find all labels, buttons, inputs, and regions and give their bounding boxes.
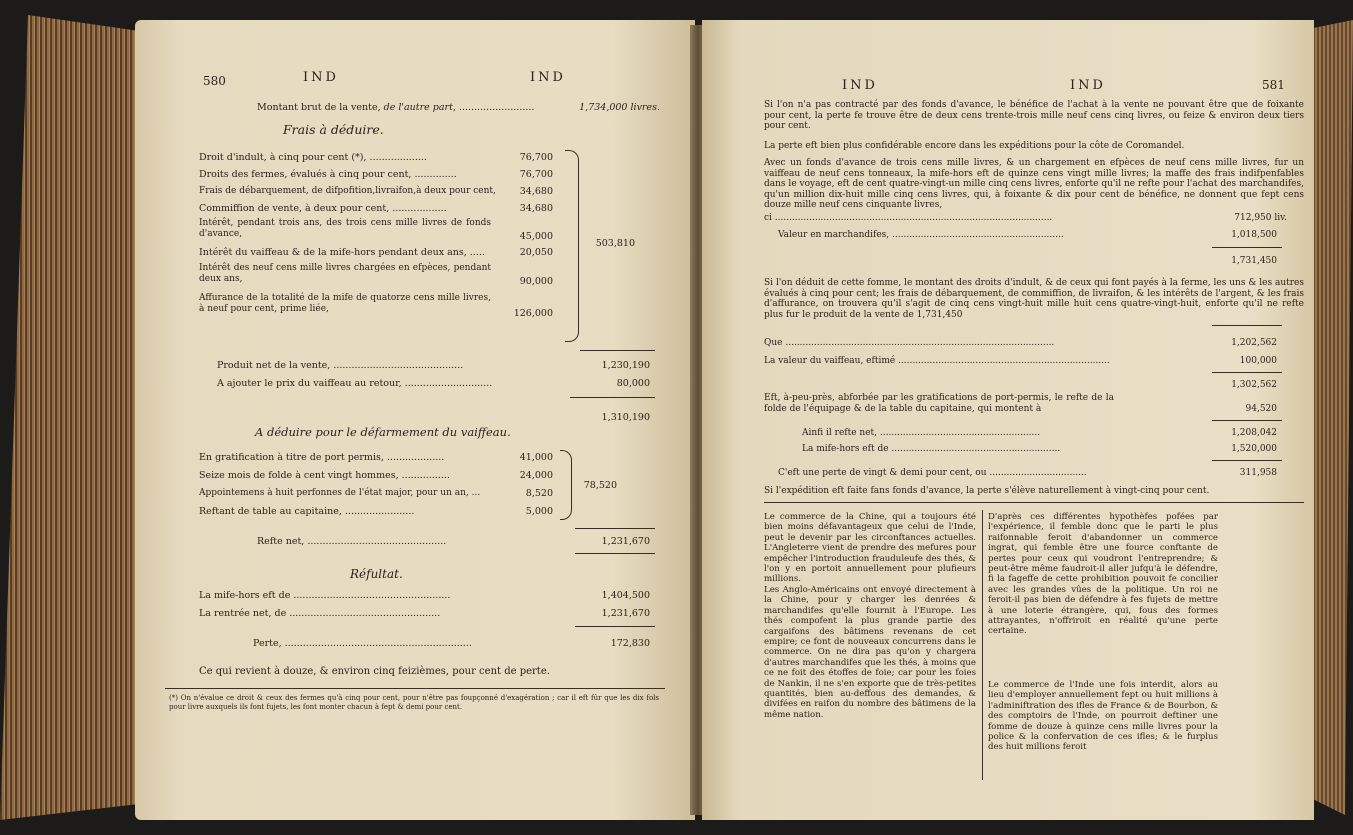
loss-value: 172,830 [610,638,650,649]
goods-total: 1,731,450 [1231,256,1277,266]
rest-label: Refte net, .............................................. [257,536,447,547]
list-item: Frais de débarquement, de difpofition,livraifon,à deux pour cent, [199,186,496,196]
result-item: La mife-hors eft de .................................................... [199,590,451,601]
list-item: Commiffion de vente, à deux pour cent, .................. [199,203,447,214]
result-title: Réfultat. [350,567,403,581]
loss-label: Perte, .............................................................. [253,638,472,649]
list-item: Intérêt des neuf cens mille livres chargées en efpèces, pendant deux ans, [199,263,491,284]
rule [1212,247,1282,248]
right-page [702,20,1314,820]
list-item-value: 76,700 [519,169,553,180]
list-item: Seize mois de folde à cent vingt hommes, ................ [199,470,450,481]
paragraph: D'après ces différentes hypothèfes pofées par l'expérience, il femble donc que le parti le plus raifonnable feroit d'abandonner un commerce ingrat, qui femble être une fource conftante de pertes pour ceux qui voudront l'entreprendre; & peut-être même faudroit-il aller jufqu'à le défendre, fi la fageffe de cette prohibition pouvoit fe concilier avec les grandes vûes de la politique. Un roi ne feroit-il pas bien de défendre à fes fujets de mettre à une loterie étrangère, qui, fous des formes attrayantes, n'offriroit en réalité qu'une perte certaine. [988,512,1218,637]
page-edges-right [1313,20,1353,815]
mise-hors-value: 1,520,000 [1231,444,1277,454]
gross-value: 1,734,000 livres. [579,102,660,113]
paragraph: Avec un fonds d'avance de trois cens mille livres, & un chargement en efpèces de neuf cens mille livres, fur un vaiffeau de neuf cens tonneaux, la mife-hors eft de quinze cens vingt mille livres; la maffe des frais indifpenfables dans le voyage, eft de cent quatre-vingt-un mille cinq cens livres, enforte qu'il ne refte pour l'achat des marchandifes, qu'un million dix-huit mille cinq cens livres, qui, à foixante & dix pour cent de bénéfice, ne donnent que fept cens douze mille neuf cens cinquante livres, [764,158,1304,210]
rule [1212,325,1282,326]
ship-return-value: 80,000 [616,378,650,389]
loss-line-value: 311,958 [1239,468,1277,478]
net-rest-value: 1,208,042 [1231,428,1277,438]
gross-label: Montant brut de la vente, de l'autre part, ......................... [257,102,535,113]
paragraph: Le commerce de la Chine, qui a toujours été bien moins défavantageux que celui de l'Inde, peut le devenir par les circonftances actuelles. L'Angleterre vient de prendre des mefures pour empêcher l'introduction frauduleufe des thés, & l'on y en portoit annuellement pour plufieurs millions. [764,512,976,585]
rule [764,502,1304,503]
column-divider [982,510,983,780]
rule [1212,420,1282,421]
page-edges-left [0,15,140,820]
subtotal-value: 1,310,190 [601,412,650,423]
rule [575,626,655,627]
list-item-value: 41,000 [519,452,553,463]
paragraph: La perte eft bien plus confidérable encore dans les expéditions pour la côte de Coromandel. [764,141,1185,151]
running-header-right: IND [530,70,566,85]
que-label: Que .............................................................................................. [764,338,1055,348]
que-value: 1,202,562 [1231,338,1277,348]
rule [575,528,655,529]
ship-value-label: La valeur du vaiffeau, eftimé .......................................................................... [764,356,1110,366]
rule [570,397,655,398]
running-header-left: IND [842,78,878,93]
list-item: Affurance de la totalité de la mife de quatorze cens mille livres, à neuf pour cent, prime liée, [199,293,491,314]
deductions-title: Frais à déduire. [283,122,384,137]
goods-label: Valeur en marchandifes, ............................................................ [778,230,1064,240]
net-product-label: Produit net de la vente, ........................................... [217,360,464,371]
list-item-value: 5,000 [525,506,553,517]
list-item-value: 20,050 [519,247,553,258]
list-item-value: 34,680 [519,203,553,214]
list-item: Droits des fermes, évalués à cinq pour cent, .............. [199,169,457,180]
list-item-value: 8,520 [525,488,553,499]
list-item-value: 45,000 [519,231,553,242]
paragraph: Les Anglo-Américains ont envoyé directement à la Chine, pour y charger les denrées & marchandifes qu'elle fournit à l'Europe. Les thés compofent la plus grande partie des cargaifons des bâtimens revenans de cet empire; ce font de nouveaux concurrens dans le commerce. On ne dira pas qu'on y chargera d'autres marchandifes que les thés, à moins que ce ne foit des étoffes de foie; car pour les foies de Nankin, il ne s'en exporte que de très-petites quantités, bien au-deffous des demandes, & divifées en raifon du nombre des bâtimens de la même nation. [764,585,976,720]
left-page [135,20,695,820]
ship-return-label: A ajouter le prix du vaiffeau au retour, ............................. [217,378,493,389]
loss-line-label: C'eft une perte de vingt & demi pour cent, ou .................................. [778,468,1087,478]
list-item-value: 24,000 [519,470,553,481]
para5-value: 94,520 [1245,404,1277,414]
deductions-total: 503,810 [595,238,635,249]
list-item-value: 76,700 [519,152,553,163]
result-item: La rentrée net, de .................................................. [199,608,441,619]
mise-hors-label: La mife-hors eft de ........................................................... [802,444,1061,454]
list-item: Reftant de table au capitaine, ....................... [199,506,415,517]
paragraph: Eft, à-peu-près, abforbée par les gratifications de port-permis, le refte de la folde de l'équipage & de la table du capitaine, qui montent à [764,393,1114,414]
ship-value: 100,000 [1239,356,1277,366]
paragraph: Si l'on déduit de cette fomme, le montant des droits d'indult, & de ceux qui font payés à la ferme, les uns & les autres évalués à cinq pour cent; les frais de débarquement, de commiffion, de livraifon, & les intérêts de l'argent, & les frais d'affurance, on trouvera qu'il s'agit de cinq cens vingt-huit mille huit cens quatre-vingt-huit, enforte qu'il ne refte plus fur le produit de la vente de 1,731,450 [764,278,1304,320]
paragraph: Le commerce de l'Inde une fois interdit, alors au lieu d'employer annuellement fept ou huit millions à l'adminiftration des ifles de France & de Bourbon, & des comptoirs de l'Inde, on pourroit deftiner une fomme de douze à quinze cens mille livres pour la police & la confervation de ces ifles; & le furplus des huit millions feroit [988,680,1218,753]
rule [580,350,655,351]
net-rest-label: Ainfi il refte net, ........................................................ [802,428,1041,438]
rest-value: 1,231,670 [601,536,650,547]
goods-value: 1,018,500 [1231,230,1277,240]
list-item: Appointemens à huit perfonnes de l'état major, pour un an, ... [199,488,481,498]
running-header-left: IND [303,70,339,85]
disarm-title: A déduire pour le défarmement du vaiffeau. [255,425,511,439]
disarm-total: 78,520 [583,480,617,491]
footnote: (*) On n'évalue ce droit & ceux des fermes qu'à cinq pour cent, pour n'être pas foupçonné d'exagération ; car il eft fûr que les dix fols pour livre auxquels ils font fujets, les font monter chacun à fept & demi pour cent. [169,694,659,711]
list-item-value: 126,000 [513,308,553,319]
net-product-value: 1,230,190 [601,360,650,371]
para3-end-value: 712,950 liv. [1234,213,1287,223]
paragraph: Si l'expédition eft faite fans fonds d'avance, la perte s'élève naturellement à vingt-cinq pour cent. [764,486,1210,496]
brace [565,150,579,342]
paragraph: Si l'on n'a pas contracté par des fonds d'avance, le bénéfice de l'achat à la vente ne pouvant être que de foixante pour cent, la perte fe trouve être de deux cens trente-trois mille neuf cens cinq livres, ou feize & environ deux tiers pour cent. [764,100,1304,131]
list-item-value: 90,000 [519,276,553,287]
list-item: Intérêt du vaiffeau & de la mife-hors pendant deux ans, ..... [199,247,485,258]
footnote-rule [165,688,665,689]
conclusion: Ce qui revient à douze, & environ cinq feizièmes, pour cent de perte. [199,666,550,677]
result-value: 1,231,670 [601,608,650,619]
list-item-value: 34,680 [519,186,553,197]
result-value: 1,404,500 [601,590,650,601]
total2-value: 1,302,562 [1231,380,1277,390]
rule [1212,372,1282,373]
brace [560,450,572,520]
rule [575,553,655,554]
running-header-right: IND [1070,78,1106,93]
page-number: 581 [1262,78,1285,92]
para3-end-label: ci ................................................................................................. [764,213,1053,223]
page-number: 580 [203,74,226,88]
list-item: Droit d'indult, à cinq pour cent (*), ................... [199,152,427,163]
list-item: En gratification à titre de port permis, ................... [199,452,445,463]
list-item: Intérêt, pendant trois ans, des trois cens mille livres de fonds d'avance, [199,218,491,239]
rule [1212,460,1282,461]
